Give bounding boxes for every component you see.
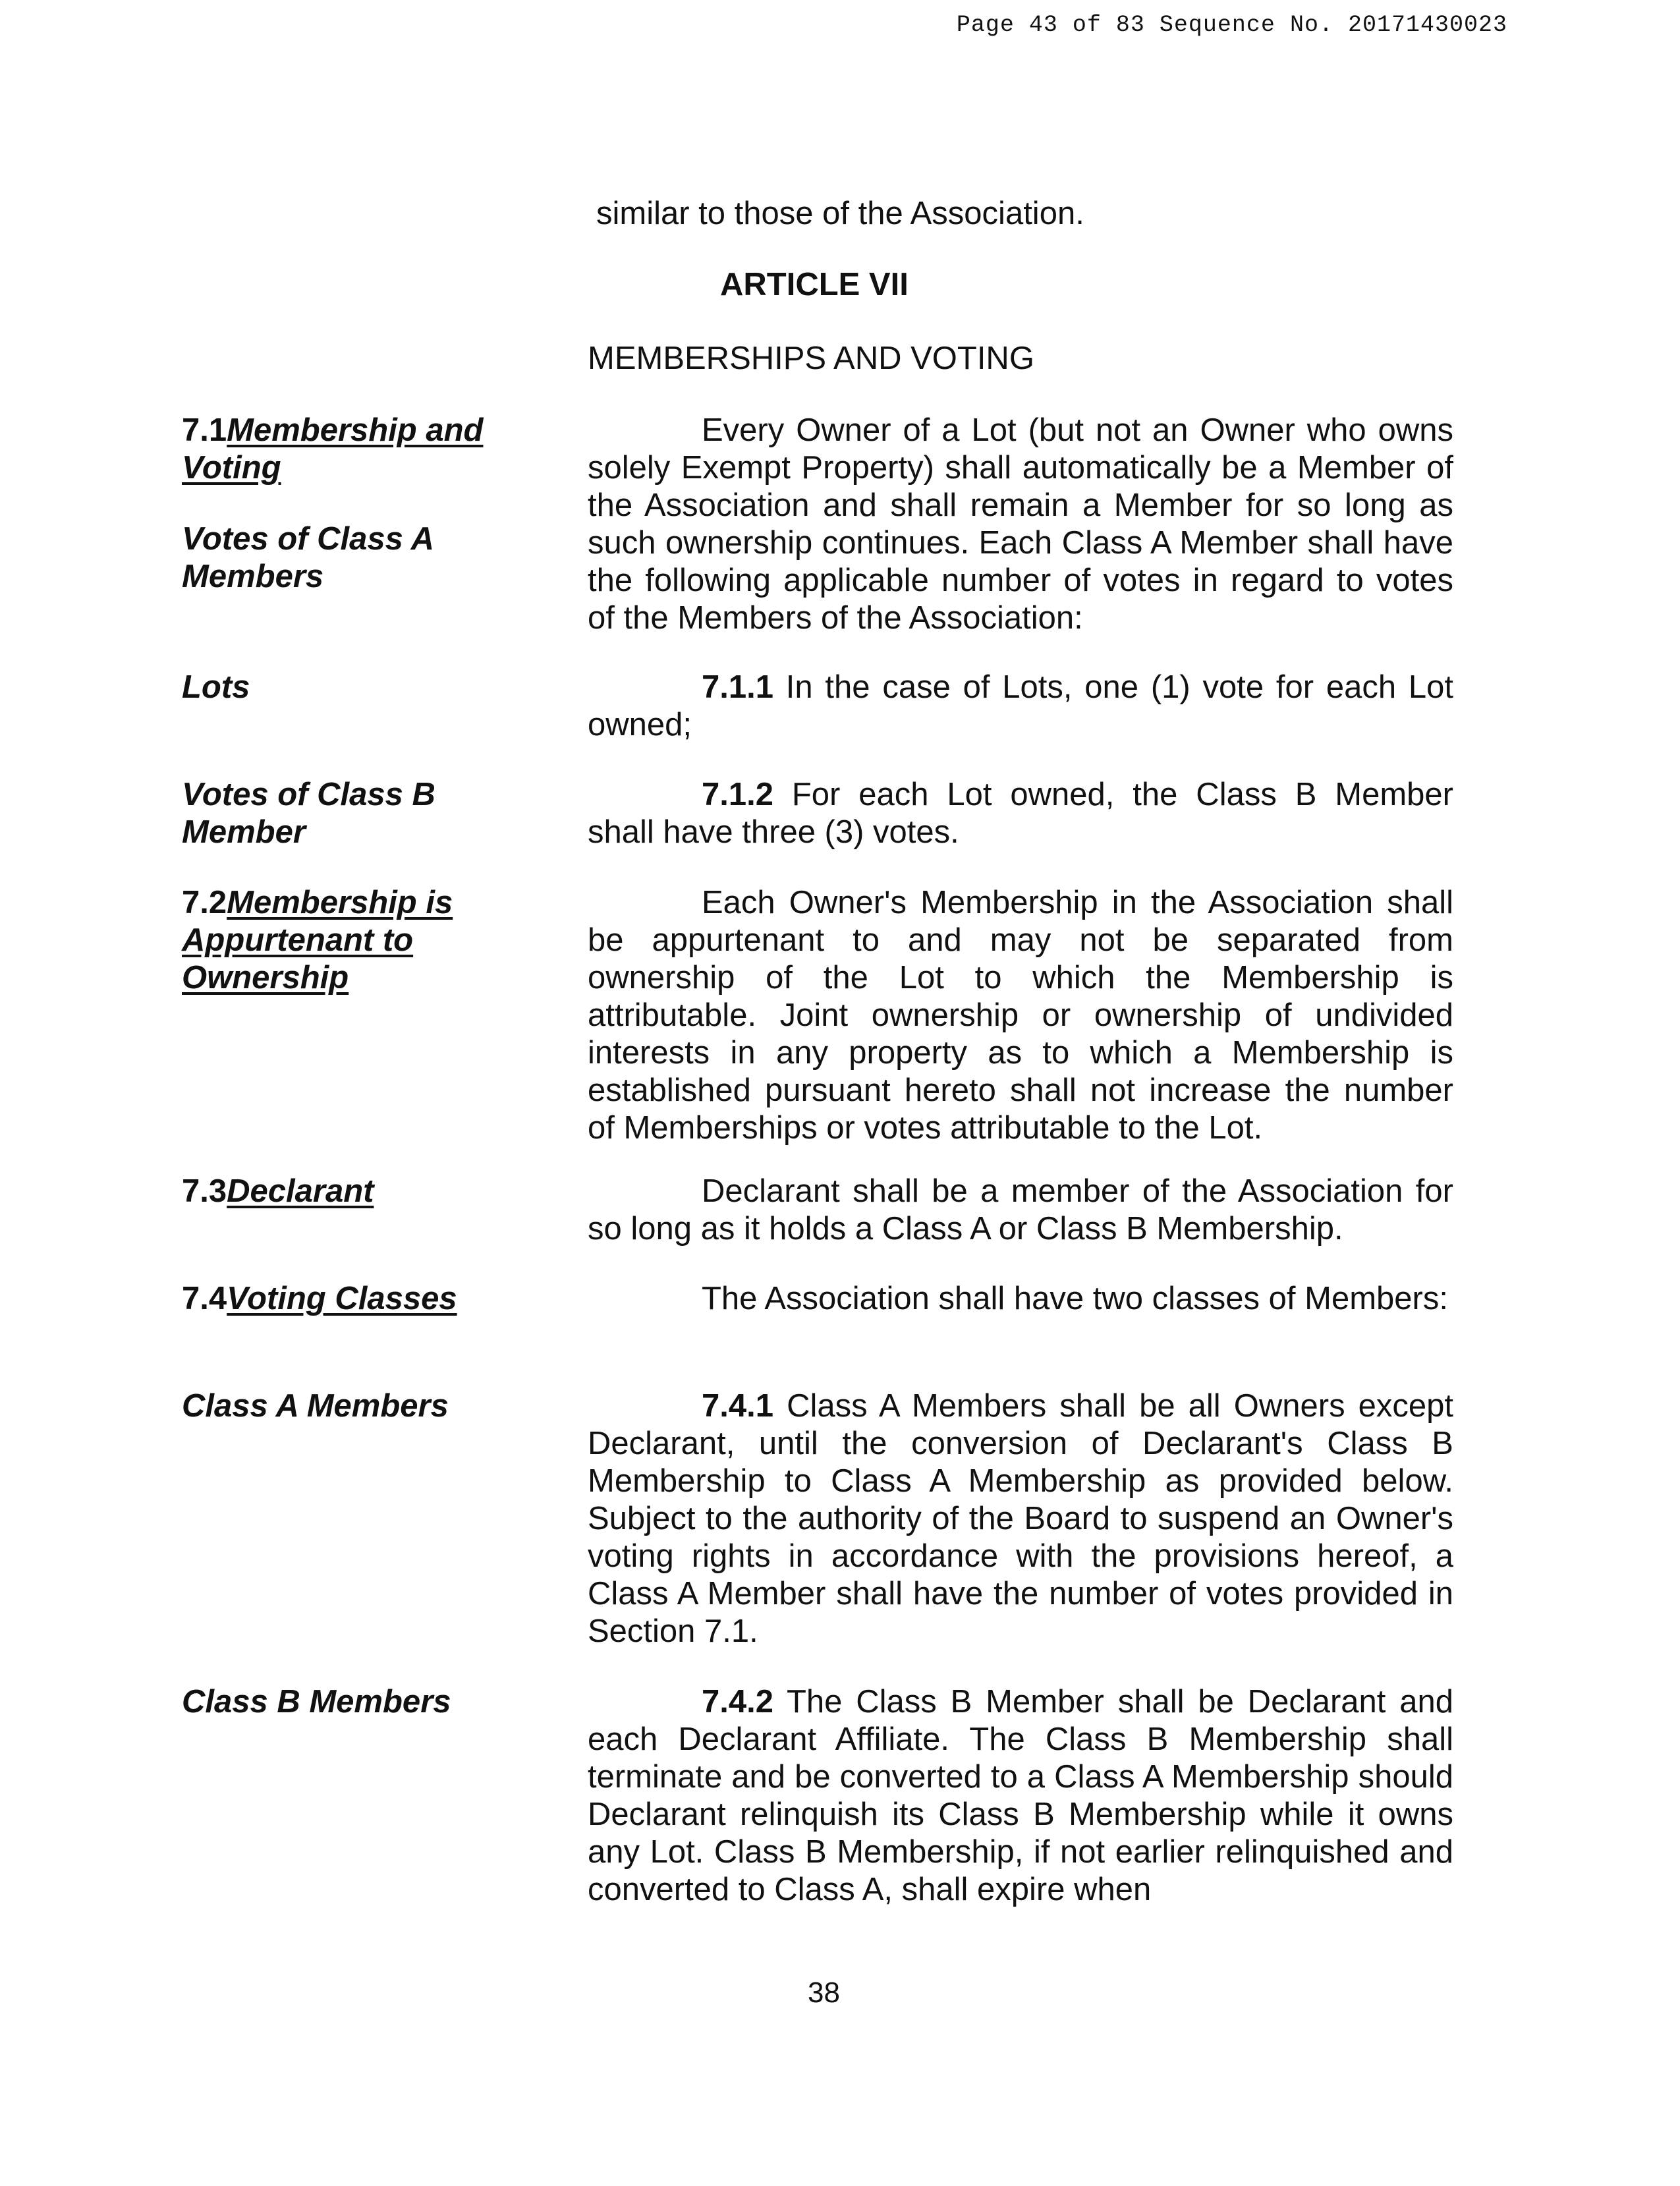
subsection-text: Class A Members shall be all Owners except Declarant, until the conversion of Declarant's Class B Membership to Class A Membership as provided below. Subject to the authority of the Board to suspend an Owner's voting rights in accordance with the provisions hereof, a Class A Member shall have the number of votes provided in Section 7.1. xyxy=(588,1388,1453,1649)
section-7-4-text: The Association shall have two classes of Members: xyxy=(702,1281,1448,1316)
section-7-4-heading xyxy=(182,1280,524,1318)
subsection-number: 7.1.2 xyxy=(702,777,773,812)
section-heading: Membership is Appurtenant to Ownership xyxy=(182,885,453,995)
class-b-members-label: Class B Members xyxy=(182,1684,451,1720)
section-heading: Voting Classes xyxy=(227,1281,457,1316)
section-heading: Membership and Voting xyxy=(182,412,484,486)
section-7-2-text: Each Owner's Membership in the Association shall be appurtenant to and may not be separated from ownership of the Lot to which the Membership is attributable. Joint ownership or ownership of undivided interests in any property as to which a Membership is established pursuant hereto shall not increase the number of Memberships or votes attributable to the Lot. xyxy=(588,885,1453,1146)
section-7-4-1-text xyxy=(588,1387,1453,1650)
subsection-text: The Class B Member shall be Declarant and each Declarant Affiliate. The Class B Membership shall terminate and be converted to a Class A Membership should Declarant relinquish its Class B Membership while it owns any Lot. Class B Membership, if not earlier relinquished and converted to Class A, shall expire when xyxy=(588,1684,1453,1907)
section-7-1-2-text xyxy=(588,776,1453,851)
lots-label: Lots xyxy=(182,669,250,705)
votes-class-a-label: Votes of Class A Members xyxy=(182,521,434,594)
section-number: 7.1 xyxy=(182,412,227,448)
section-7-2-heading xyxy=(182,884,465,997)
section-number: 7.4 xyxy=(182,1281,227,1316)
subsection-text: In the case of Lots, one (1) vote for each Lot owned; xyxy=(588,669,1454,743)
intro-line: similar to those of the Association. xyxy=(596,196,1084,231)
article-title: MEMBERSHIPS AND VOTING xyxy=(588,341,1034,376)
section-heading: Declarant xyxy=(227,1173,374,1209)
section-number: 7.3 xyxy=(182,1173,227,1209)
section-7-4-2-text xyxy=(588,1683,1453,1909)
subsection-number: 7.1.1 xyxy=(702,669,773,705)
section-7-1-text: Every Owner of a Lot (but not an Owner who owns solely Exempt Property) shall automatically be a Member of the Association and shall remain a Member for so long as such ownership continues. Each Class A Member shall have the following applicable number of votes in regard to votes of the Members of the Association: xyxy=(588,412,1453,636)
section-number: 7.2 xyxy=(182,885,227,920)
class-a-members-label: Class A Members xyxy=(182,1388,449,1424)
section-7-3-heading xyxy=(182,1173,524,1210)
section-7-1-1-text xyxy=(588,669,1453,744)
article-number: ARTICLE VII xyxy=(720,267,909,302)
subsection-text: For each Lot owned, the Class B Member shall have three (3) votes. xyxy=(588,777,1453,850)
page-header: Page 43 of 83 Sequence No. 20171430023 xyxy=(956,12,1507,38)
votes-class-b-label: Votes of Class B Member xyxy=(182,777,435,850)
section-7-1-heading xyxy=(182,412,524,487)
subsection-number: 7.4.2 xyxy=(702,1684,773,1720)
page-number: 38 xyxy=(808,1976,840,2009)
subsection-number: 7.4.1 xyxy=(702,1388,773,1424)
section-7-3-text: Declarant shall be a member of the Association for so long as it holds a Class A or Class B Membership. xyxy=(588,1173,1453,1247)
